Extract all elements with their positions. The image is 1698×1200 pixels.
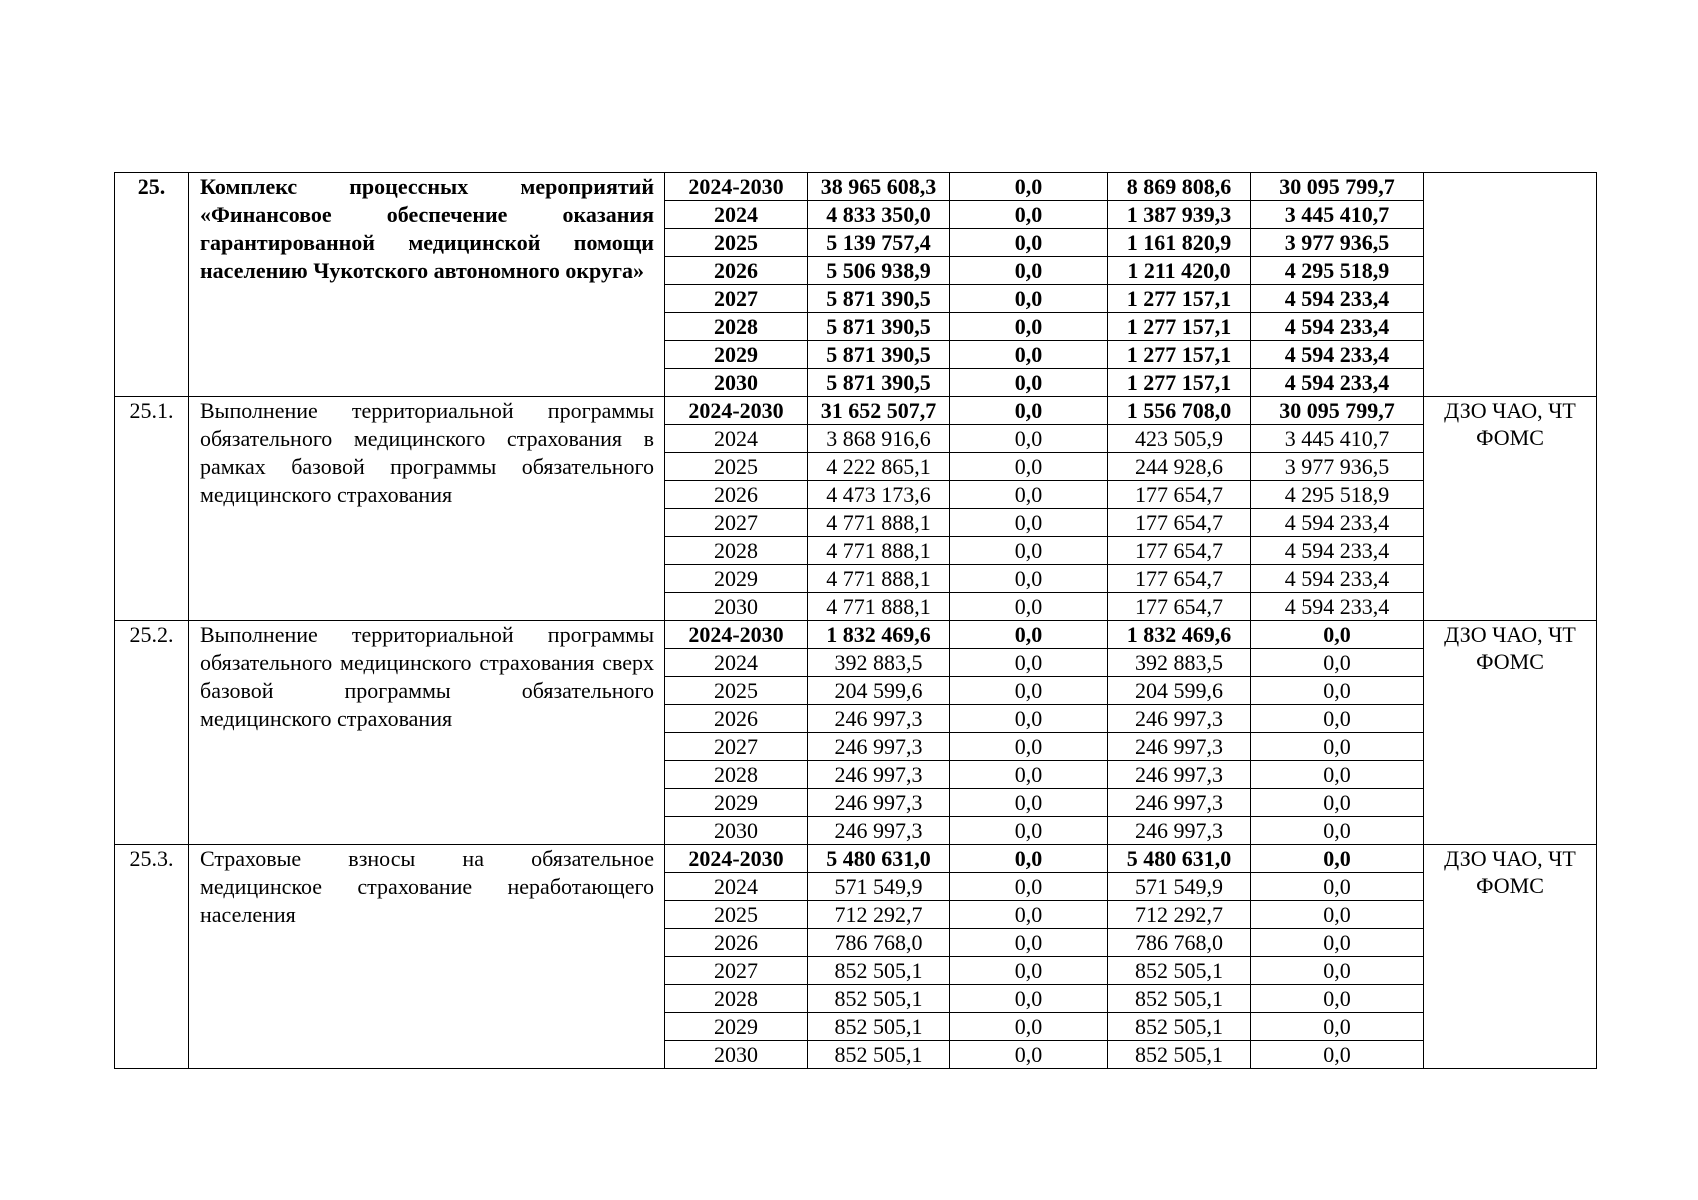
federal-budget-cell: 0,0 <box>950 873 1108 901</box>
regional-budget-cell: 1 277 157,1 <box>1108 369 1251 397</box>
regional-budget-cell: 177 654,7 <box>1108 481 1251 509</box>
federal-budget-cell: 0,0 <box>950 453 1108 481</box>
total-cell: 4 222 865,1 <box>808 453 950 481</box>
federal-budget-cell: 0,0 <box>950 229 1108 257</box>
year-cell: 2024-2030 <box>665 621 808 649</box>
tfoms-cell: 30 095 799,7 <box>1251 173 1424 201</box>
tfoms-cell: 0,0 <box>1251 929 1424 957</box>
table-body <box>115 173 1597 1069</box>
federal-budget-cell: 0,0 <box>950 649 1108 677</box>
tfoms-cell: 3 977 936,5 <box>1251 229 1424 257</box>
total-cell: 4 473 173,6 <box>808 481 950 509</box>
federal-budget-cell: 0,0 <box>950 789 1108 817</box>
federal-budget-cell: 0,0 <box>950 733 1108 761</box>
year-cell: 2024 <box>665 425 808 453</box>
total-cell: 4 833 350,0 <box>808 201 950 229</box>
federal-budget-cell: 0,0 <box>950 845 1108 873</box>
table-row-total <box>115 173 1597 201</box>
total-cell: 1 832 469,6 <box>808 621 950 649</box>
item-name: Страховые взносы на обязательное медицинское страхование неработающего населения <box>189 845 665 1069</box>
year-cell: 2024-2030 <box>665 173 808 201</box>
tfoms-cell: 0,0 <box>1251 677 1424 705</box>
regional-budget-cell: 852 505,1 <box>1108 1013 1251 1041</box>
year-cell: 2024 <box>665 873 808 901</box>
regional-budget-cell: 8 869 808,6 <box>1108 173 1251 201</box>
total-cell: 852 505,1 <box>808 1013 950 1041</box>
federal-budget-cell: 0,0 <box>950 929 1108 957</box>
total-cell: 4 771 888,1 <box>808 565 950 593</box>
tfoms-cell: 4 594 233,4 <box>1251 369 1424 397</box>
year-cell: 2029 <box>665 341 808 369</box>
tfoms-cell: 0,0 <box>1251 873 1424 901</box>
federal-budget-cell: 0,0 <box>950 509 1108 537</box>
total-cell: 246 997,3 <box>808 705 950 733</box>
year-cell: 2027 <box>665 733 808 761</box>
total-cell: 852 505,1 <box>808 985 950 1013</box>
federal-budget-cell: 0,0 <box>950 761 1108 789</box>
regional-budget-cell: 1 161 820,9 <box>1108 229 1251 257</box>
federal-budget-cell: 0,0 <box>950 369 1108 397</box>
tfoms-cell: 0,0 <box>1251 621 1424 649</box>
year-cell: 2029 <box>665 789 808 817</box>
year-cell: 2026 <box>665 481 808 509</box>
tfoms-cell: 0,0 <box>1251 705 1424 733</box>
responsible-executor: ДЗО ЧАО, ЧТ ФОМС <box>1424 621 1597 845</box>
year-cell: 2025 <box>665 453 808 481</box>
regional-budget-cell: 246 997,3 <box>1108 789 1251 817</box>
table-row-total <box>115 845 1597 873</box>
responsible-executor: ДЗО ЧАО, ЧТ ФОМС <box>1424 845 1597 1069</box>
regional-budget-cell: 392 883,5 <box>1108 649 1251 677</box>
table-row-total <box>115 397 1597 425</box>
year-cell: 2024-2030 <box>665 397 808 425</box>
year-cell: 2025 <box>665 901 808 929</box>
tfoms-cell: 0,0 <box>1251 1013 1424 1041</box>
regional-budget-cell: 246 997,3 <box>1108 761 1251 789</box>
regional-budget-cell: 1 277 157,1 <box>1108 341 1251 369</box>
year-cell: 2024-2030 <box>665 845 808 873</box>
year-cell: 2024 <box>665 649 808 677</box>
regional-budget-cell: 852 505,1 <box>1108 957 1251 985</box>
year-cell: 2030 <box>665 1041 808 1069</box>
regional-budget-cell: 246 997,3 <box>1108 705 1251 733</box>
tfoms-cell: 3 445 410,7 <box>1251 425 1424 453</box>
regional-budget-cell: 177 654,7 <box>1108 509 1251 537</box>
federal-budget-cell: 0,0 <box>950 1013 1108 1041</box>
federal-budget-cell: 0,0 <box>950 817 1108 845</box>
total-cell: 246 997,3 <box>808 817 950 845</box>
year-cell: 2025 <box>665 229 808 257</box>
regional-budget-cell: 246 997,3 <box>1108 817 1251 845</box>
total-cell: 5 871 390,5 <box>808 341 950 369</box>
tfoms-cell: 0,0 <box>1251 789 1424 817</box>
item-number: 25.1. <box>115 397 189 621</box>
year-cell: 2027 <box>665 957 808 985</box>
year-cell: 2026 <box>665 929 808 957</box>
regional-budget-cell: 852 505,1 <box>1108 1041 1251 1069</box>
regional-budget-cell: 423 505,9 <box>1108 425 1251 453</box>
year-cell: 2027 <box>665 285 808 313</box>
total-cell: 786 768,0 <box>808 929 950 957</box>
total-cell: 5 871 390,5 <box>808 313 950 341</box>
tfoms-cell: 0,0 <box>1251 901 1424 929</box>
item-name: Выполнение территориальной программы обязательного медицинского страхования в рамках базовой программы обязательного медицинского страхования <box>189 397 665 621</box>
year-cell: 2028 <box>665 761 808 789</box>
regional-budget-cell: 244 928,6 <box>1108 453 1251 481</box>
tfoms-cell: 0,0 <box>1251 761 1424 789</box>
tfoms-cell: 4 594 233,4 <box>1251 565 1424 593</box>
federal-budget-cell: 0,0 <box>950 425 1108 453</box>
regional-budget-cell: 177 654,7 <box>1108 593 1251 621</box>
tfoms-cell: 30 095 799,7 <box>1251 397 1424 425</box>
federal-budget-cell: 0,0 <box>950 957 1108 985</box>
federal-budget-cell: 0,0 <box>950 285 1108 313</box>
item-number: 25.3. <box>115 845 189 1069</box>
responsible-executor: ДЗО ЧАО, ЧТ ФОМС <box>1424 397 1597 621</box>
funding-table <box>114 172 1597 1069</box>
federal-budget-cell: 0,0 <box>950 705 1108 733</box>
total-cell: 38 965 608,3 <box>808 173 950 201</box>
federal-budget-cell: 0,0 <box>950 341 1108 369</box>
item-name: Выполнение территориальной программы обязательного медицинского страхования сверх базовой программы обязательного медицинского страхования <box>189 621 665 845</box>
total-cell: 4 771 888,1 <box>808 509 950 537</box>
tfoms-cell: 4 594 233,4 <box>1251 593 1424 621</box>
tfoms-cell: 4 594 233,4 <box>1251 509 1424 537</box>
total-cell: 5 871 390,5 <box>808 285 950 313</box>
total-cell: 5 871 390,5 <box>808 369 950 397</box>
regional-budget-cell: 246 997,3 <box>1108 733 1251 761</box>
tfoms-cell: 0,0 <box>1251 733 1424 761</box>
tfoms-cell: 0,0 <box>1251 957 1424 985</box>
year-cell: 2026 <box>665 705 808 733</box>
federal-budget-cell: 0,0 <box>950 677 1108 705</box>
tfoms-cell: 0,0 <box>1251 817 1424 845</box>
regional-budget-cell: 712 292,7 <box>1108 901 1251 929</box>
tfoms-cell: 4 295 518,9 <box>1251 257 1424 285</box>
federal-budget-cell: 0,0 <box>950 397 1108 425</box>
federal-budget-cell: 0,0 <box>950 565 1108 593</box>
total-cell: 5 506 938,9 <box>808 257 950 285</box>
regional-budget-cell: 177 654,7 <box>1108 537 1251 565</box>
regional-budget-cell: 1 832 469,6 <box>1108 621 1251 649</box>
total-cell: 852 505,1 <box>808 957 950 985</box>
total-cell: 571 549,9 <box>808 873 950 901</box>
federal-budget-cell: 0,0 <box>950 621 1108 649</box>
tfoms-cell: 0,0 <box>1251 1041 1424 1069</box>
tfoms-cell: 4 594 233,4 <box>1251 341 1424 369</box>
total-cell: 31 652 507,7 <box>808 397 950 425</box>
item-number: 25. <box>115 173 189 397</box>
responsible-executor <box>1424 173 1597 397</box>
year-cell: 2029 <box>665 565 808 593</box>
year-cell: 2030 <box>665 593 808 621</box>
total-cell: 5 139 757,4 <box>808 229 950 257</box>
regional-budget-cell: 1 277 157,1 <box>1108 313 1251 341</box>
federal-budget-cell: 0,0 <box>950 201 1108 229</box>
total-cell: 246 997,3 <box>808 733 950 761</box>
federal-budget-cell: 0,0 <box>950 985 1108 1013</box>
tfoms-cell: 4 594 233,4 <box>1251 537 1424 565</box>
total-cell: 246 997,3 <box>808 761 950 789</box>
year-cell: 2028 <box>665 313 808 341</box>
regional-budget-cell: 1 211 420,0 <box>1108 257 1251 285</box>
year-cell: 2030 <box>665 369 808 397</box>
total-cell: 712 292,7 <box>808 901 950 929</box>
federal-budget-cell: 0,0 <box>950 257 1108 285</box>
year-cell: 2026 <box>665 257 808 285</box>
total-cell: 3 868 916,6 <box>808 425 950 453</box>
tfoms-cell: 0,0 <box>1251 985 1424 1013</box>
regional-budget-cell: 852 505,1 <box>1108 985 1251 1013</box>
total-cell: 5 480 631,0 <box>808 845 950 873</box>
regional-budget-cell: 1 556 708,0 <box>1108 397 1251 425</box>
tfoms-cell: 4 295 518,9 <box>1251 481 1424 509</box>
year-cell: 2029 <box>665 1013 808 1041</box>
regional-budget-cell: 1 387 939,3 <box>1108 201 1251 229</box>
total-cell: 4 771 888,1 <box>808 537 950 565</box>
year-cell: 2024 <box>665 201 808 229</box>
tfoms-cell: 4 594 233,4 <box>1251 313 1424 341</box>
tfoms-cell: 0,0 <box>1251 649 1424 677</box>
federal-budget-cell: 0,0 <box>950 173 1108 201</box>
federal-budget-cell: 0,0 <box>950 901 1108 929</box>
year-cell: 2030 <box>665 817 808 845</box>
federal-budget-cell: 0,0 <box>950 313 1108 341</box>
federal-budget-cell: 0,0 <box>950 537 1108 565</box>
federal-budget-cell: 0,0 <box>950 593 1108 621</box>
total-cell: 392 883,5 <box>808 649 950 677</box>
year-cell: 2028 <box>665 985 808 1013</box>
regional-budget-cell: 1 277 157,1 <box>1108 285 1251 313</box>
total-cell: 852 505,1 <box>808 1041 950 1069</box>
total-cell: 246 997,3 <box>808 789 950 817</box>
federal-budget-cell: 0,0 <box>950 1041 1108 1069</box>
regional-budget-cell: 5 480 631,0 <box>1108 845 1251 873</box>
regional-budget-cell: 204 599,6 <box>1108 677 1251 705</box>
item-number: 25.2. <box>115 621 189 845</box>
table-row-total <box>115 621 1597 649</box>
year-cell: 2027 <box>665 509 808 537</box>
regional-budget-cell: 177 654,7 <box>1108 565 1251 593</box>
year-cell: 2028 <box>665 537 808 565</box>
total-cell: 4 771 888,1 <box>808 593 950 621</box>
tfoms-cell: 0,0 <box>1251 845 1424 873</box>
federal-budget-cell: 0,0 <box>950 481 1108 509</box>
regional-budget-cell: 571 549,9 <box>1108 873 1251 901</box>
year-cell: 2025 <box>665 677 808 705</box>
tfoms-cell: 4 594 233,4 <box>1251 285 1424 313</box>
total-cell: 204 599,6 <box>808 677 950 705</box>
regional-budget-cell: 786 768,0 <box>1108 929 1251 957</box>
tfoms-cell: 3 977 936,5 <box>1251 453 1424 481</box>
tfoms-cell: 3 445 410,7 <box>1251 201 1424 229</box>
item-name: Комплекс процессных мероприятий «Финансовое обеспечение оказания гарантированной медицинской помощи населению Чукотского автономного округа» <box>189 173 665 397</box>
